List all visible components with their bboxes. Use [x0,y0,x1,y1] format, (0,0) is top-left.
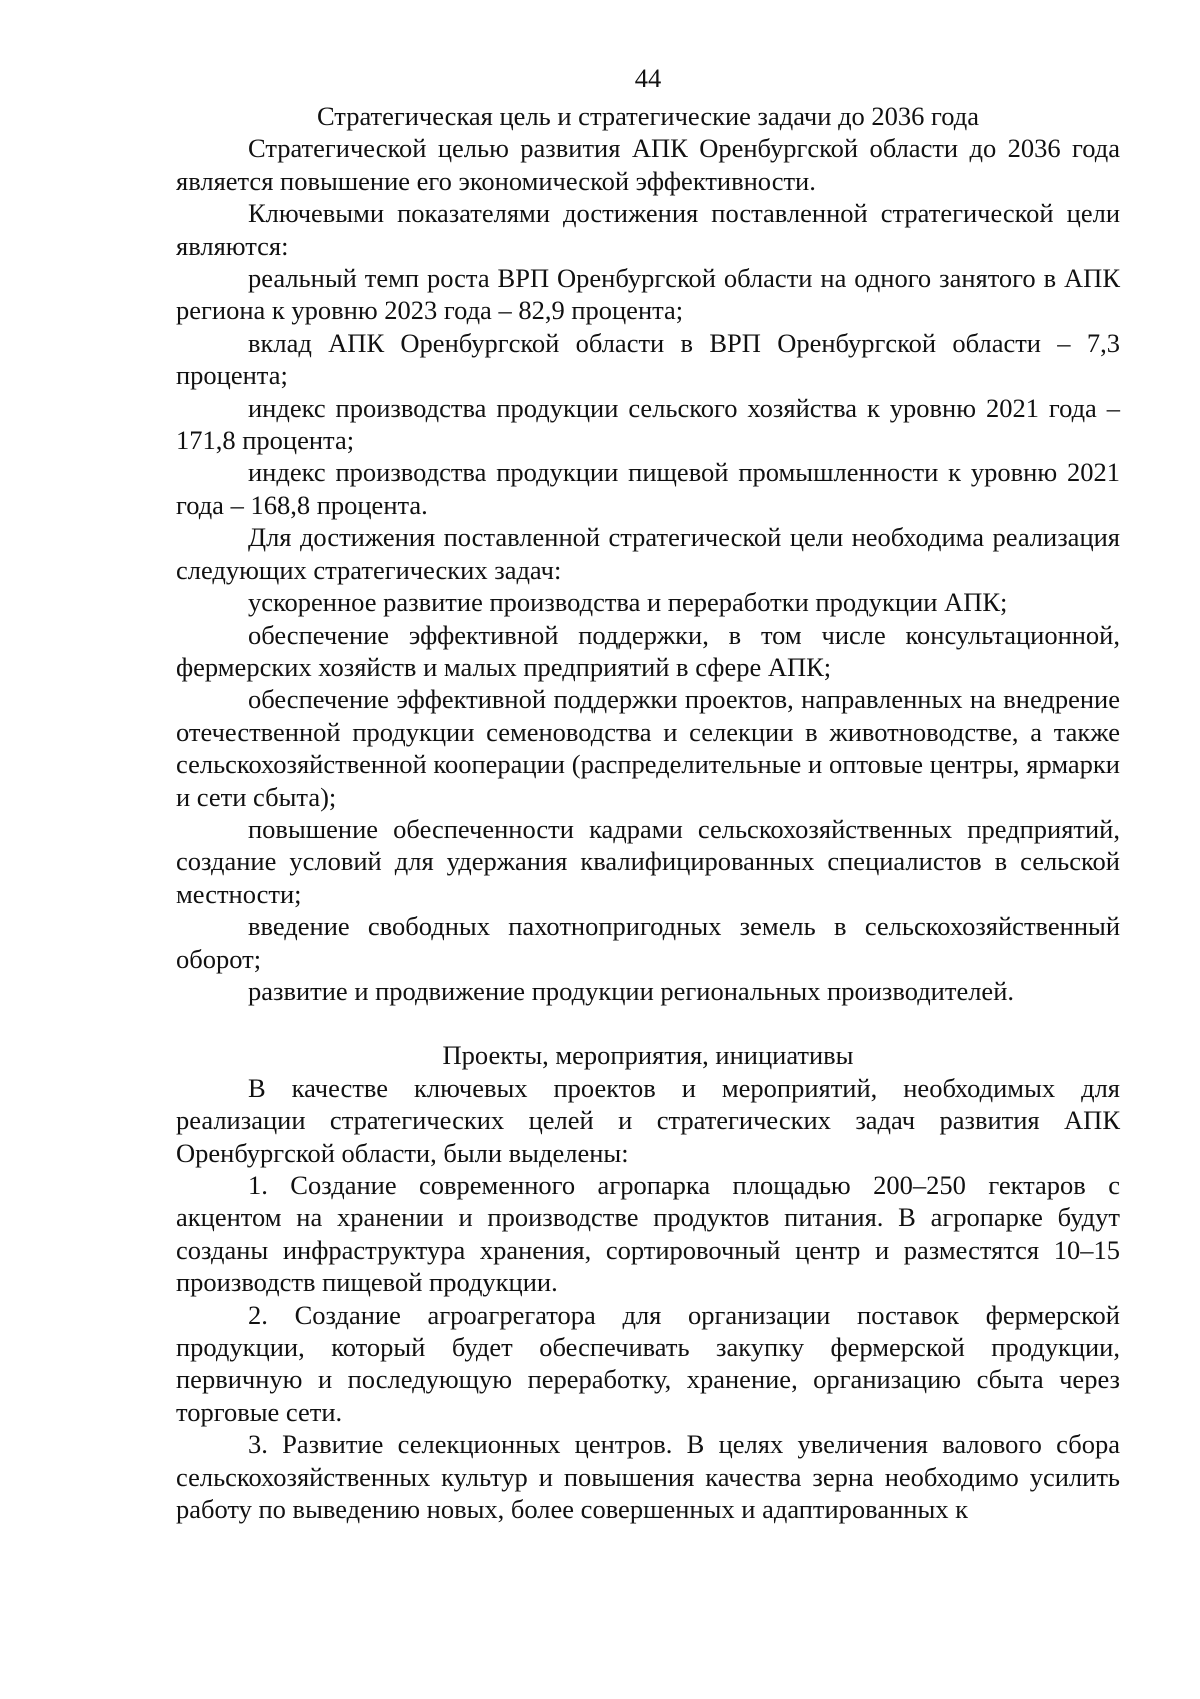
paragraph: развитие и продвижение продукции региональных производителей. [248,975,1015,1006]
paragraph: обеспечение эффективной поддержки проектов, направленных на внедрение отечественной продукции семеноводства и селекции в животноводстве, а также сельскохозяйственной кооперации (распределительные и оптовые центры, ярмарки и сети сбыта); [176,684,1120,812]
paragraph: обеспечение эффективной поддержки, в том числе консультационной, фермерских хозяйств и малых предприятий в сфере АПК; [176,619,1120,682]
paragraph: В качестве ключевых проектов и мероприятий, необходимых для реализации стратегических целей и стратегических задач развития АПК Оренбургской области, были выделены: [176,1072,1120,1168]
paragraph: 1. Создание современного агропарка площадью 200–250 гектаров с акцентом на хранении и производстве продуктов питания. В агропарке будут созданы инфраструктура хранения, сортировочный центр и разместятся 10–15 производств пищевой продукции. [176,1170,1120,1298]
paragraph: вклад АПК Оренбургской области в ВРП Оренбургской области – 7,3 процента; [176,327,1120,391]
document-page [176,62,1120,1525]
section-strategic-goal-body [176,132,1120,1007]
paragraph: индекс производства продукции сельского хозяйства к уровню 2021 года – 171,8 процента; [176,392,1120,456]
paragraph: индекс производства продукции пищевой промышленности к уровню 2021 года – 168,8 процента. [176,457,1120,520]
paragraph: Ключевыми показателями достижения поставленной стратегической цели являются: [176,198,1120,261]
paragraph: реальный темп роста ВРП Оренбургской области на одного занятого в АПК региона к уровню 2023 года – 82,9 процента; [176,263,1120,326]
paragraph: введение свободных пахотнопригодных земель в сельскохозяйственный оборот; [176,911,1120,974]
paragraph: 3. Развитие селекционных центров. В целях увеличения валового сбора сельскохозяйственных культур и повышения качества зерна необходимо усилить работу по выведению новых, более совершенных и адаптированных к [176,1429,1120,1525]
paragraph: Стратегической целью развития АПК Оренбургской области до 2036 года является повышение его экономической эффективности. [176,133,1120,196]
paragraph: 2. Создание агроагрегатора для организации поставок фермерской продукции, который будет обеспечивать закупку фермерской продукции, первичную и последующую переработку, хранение, организацию сбыта через торговые сети. [176,1299,1120,1427]
paragraph: Для достижения поставленной стратегической цели необходима реализация следующих стратегических задач: [176,522,1120,585]
section-spacer [176,1007,1120,1039]
paragraph: ускоренное развитие производства и переработки продукции АПК; [248,587,1008,618]
section-heading-strategic-goal: Стратегическая цель и стратегические задачи до 2036 года [316,101,979,131]
page-number: 44 [634,63,662,93]
section-heading-projects: Проекты, мероприятия, инициативы [442,1040,854,1071]
paragraph: повышение обеспеченности кадрами сельскохозяйственных предприятий, создание условий для удержания квалифицированных специалистов в сельской местности; [176,813,1120,909]
section-projects-body [176,1072,1120,1526]
